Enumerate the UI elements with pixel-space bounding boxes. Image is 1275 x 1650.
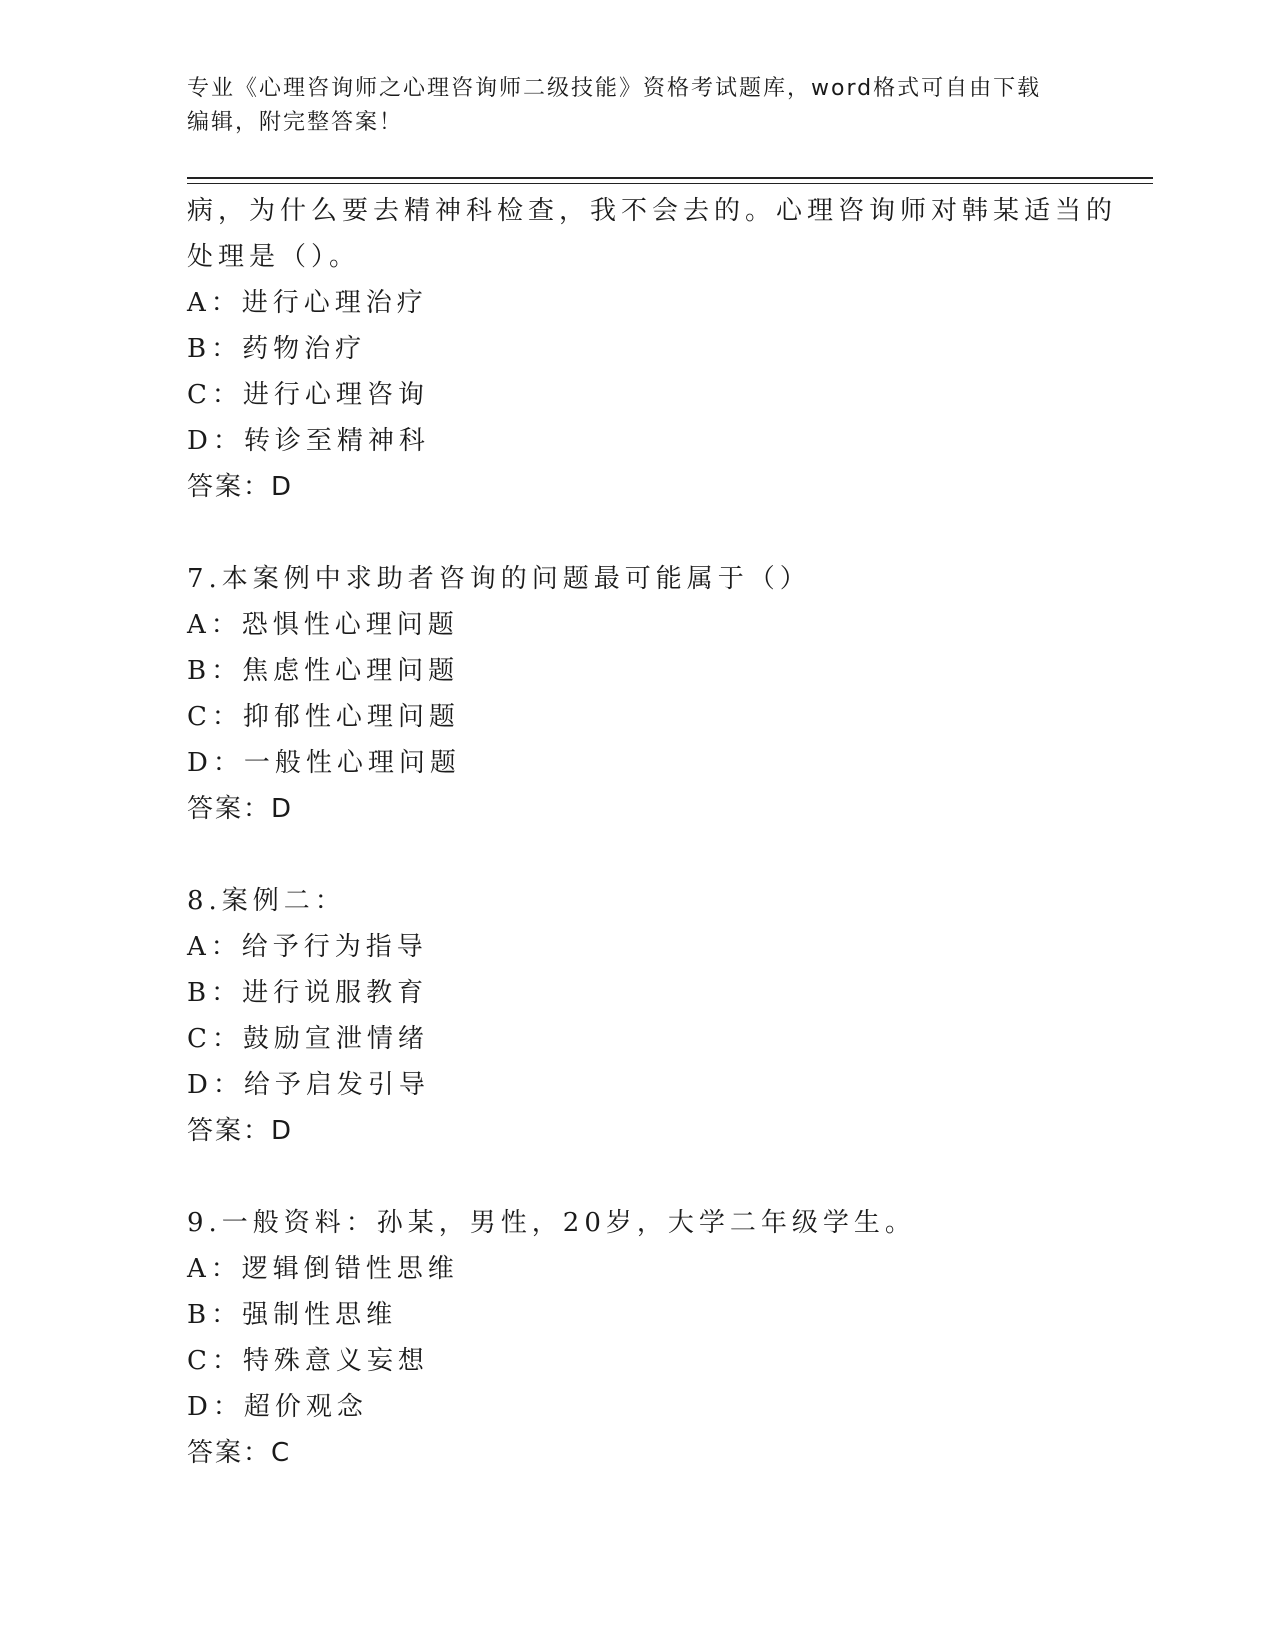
answer-label: 答案：D [187,472,294,502]
header-divider-thick [187,177,1153,179]
option-d: D：超价观念 [187,1392,368,1422]
option-c: C：特殊意义妄想 [187,1346,429,1376]
option-a: A：恐惧性心理问题 [187,610,459,640]
option-b: B：强制性思维 [187,1300,398,1330]
header-line-2: 编辑，附完整答案！ [187,110,404,135]
document-header [187,72,1067,140]
option-c: C：抑郁性心理问题 [187,702,460,732]
option-c: C：进行心理咨询 [187,380,429,410]
question-stem: 处理是（）。 [187,242,361,272]
option-b: B：药物治疗 [187,334,367,364]
question-stem: 8.案例二： [187,886,346,916]
question-list [187,188,1118,1476]
question-block-7 [187,556,1067,832]
answer-label: 答案：D [187,1116,294,1146]
option-a: A：进行心理治疗 [187,288,428,318]
option-a: A：给予行为指导 [187,932,428,962]
question-stem: 病，为什么要去精神科检查，我不会去的。心理咨询师对韩某适当的 [187,196,1118,226]
header-line-1: 专业《心理咨询师之心理咨询师二级技能》资格考试题库，word格式可自由下载 [187,76,1042,101]
option-d: D：转诊至精神科 [187,426,430,456]
header-divider-thin [187,183,1153,184]
question-block-continued [187,188,1118,510]
question-stem: 7.本案例中求助者咨询的问题最可能属于（） [187,564,811,594]
option-d: D：给予启发引导 [187,1070,430,1100]
option-a: A：逻辑倒错性思维 [187,1254,459,1284]
question-block-8 [187,878,1067,1154]
answer-label: 答案：D [187,794,294,824]
option-b: B：焦虑性心理问题 [187,656,460,686]
question-stem: 9.一般资料：孙某，男性，20岁，大学二年级学生。 [187,1208,916,1238]
option-b: B：进行说服教育 [187,978,429,1008]
question-block-9 [187,1200,1067,1476]
option-d: D：一般性心理问题 [187,748,461,778]
answer-label: 答案：C [187,1438,292,1468]
option-c: C：鼓励宣泄情绪 [187,1024,429,1054]
